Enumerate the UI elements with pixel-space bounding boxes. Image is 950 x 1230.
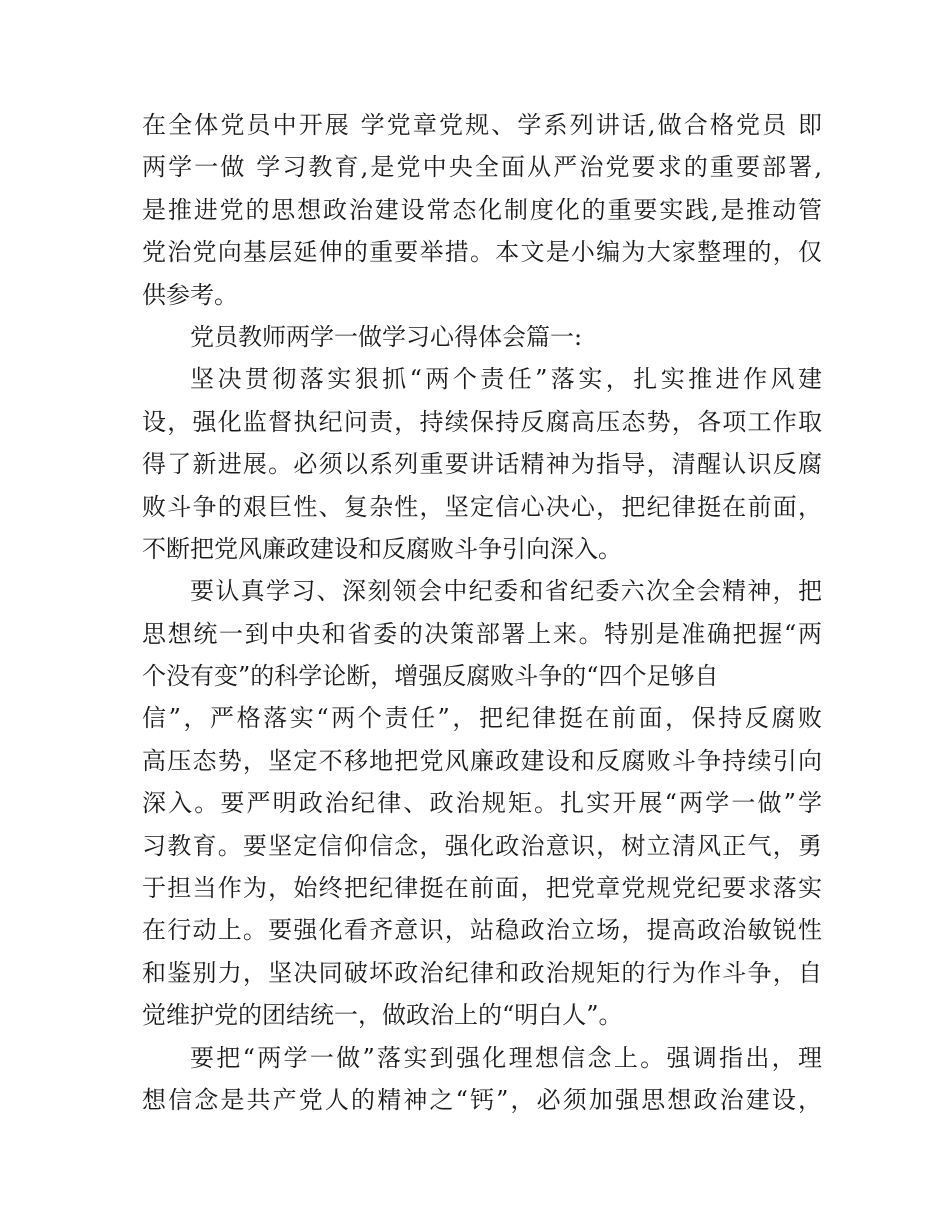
text-line: 于担当作为，始终把纪律挺在前面，把党章党规党纪要求落实 <box>142 874 822 903</box>
text-line: 在行动上。要强化看齐意识，站稳政治立场，提高政治敏锐性 <box>142 916 822 945</box>
document-body <box>142 104 822 1121</box>
text-line: 要认真学习、深刻领会中纪委和省纪委六次全会精神，把 <box>190 577 822 606</box>
text-line: 设，强化监督执纪问责，持续保持反腐高压态势，各项工作取 <box>142 407 822 436</box>
text-line: 在全体党员中开展 学党章党规、学系列讲话,做合格党员 即 <box>142 111 822 139</box>
text-line: 坚决贯彻落实狠抓“两个责任”落实，扎实推进作风建 <box>190 365 822 394</box>
text-line: 是推进党的思想政治建设常态化制度化的重要实践,是推动管 <box>142 195 822 224</box>
text-line: 想信念是共产党人的精神之“钙”，必须加强思想政治建设， <box>142 1085 822 1114</box>
text-line: 败斗争的艰巨性、复杂性，坚定信心决心，把纪律挺在前面， <box>142 492 822 521</box>
text-line: 高压态势，坚定不移地把党风廉政建设和反腐败斗争持续引向 <box>142 746 822 775</box>
text-line: 两学一做 学习教育,是党中央全面从严治党要求的重要部署, <box>142 153 822 182</box>
text-line: 思想统一到中央和省委的决策部署上来。特别是准确把握“两 <box>142 619 822 648</box>
text-line: 要把“两学一做”落实到强化理想信念上。强调指出，理 <box>190 1043 822 1072</box>
text-line: 供参考。 <box>142 280 238 309</box>
text-line: 不断把党风廉政建设和反腐败斗争引向深入。 <box>142 534 622 563</box>
text-line: 和鉴别力，坚决同破坏政治纪律和政治规矩的行为作斗争，自 <box>142 958 822 987</box>
text-line: 个没有变”的科学论断，增强反腐败斗争的“四个足够自 <box>142 662 719 691</box>
text-line: 习教育。要坚定信仰信念，强化政治意识，树立清风正气，勇 <box>142 831 822 860</box>
text-line: 信”，严格落实“两个责任”，把纪律挺在前面，保持反腐败 <box>142 704 822 733</box>
text-line: 觉维护党的团结统一，做政治上的“明白人”。 <box>142 1001 623 1030</box>
text-line: 深入。要严明政治纪律、政治规矩。扎实开展“两学一做”学 <box>142 789 822 818</box>
text-line: 得了新进展。必须以系列重要讲话精神为指导，清醒认识反腐 <box>142 450 822 479</box>
text-line: 党员教师两学一做学习心得体会篇一: <box>190 322 583 351</box>
text-line: 党治党向基层延伸的重要举措。本文是小编为大家整理的，仅 <box>142 238 822 267</box>
